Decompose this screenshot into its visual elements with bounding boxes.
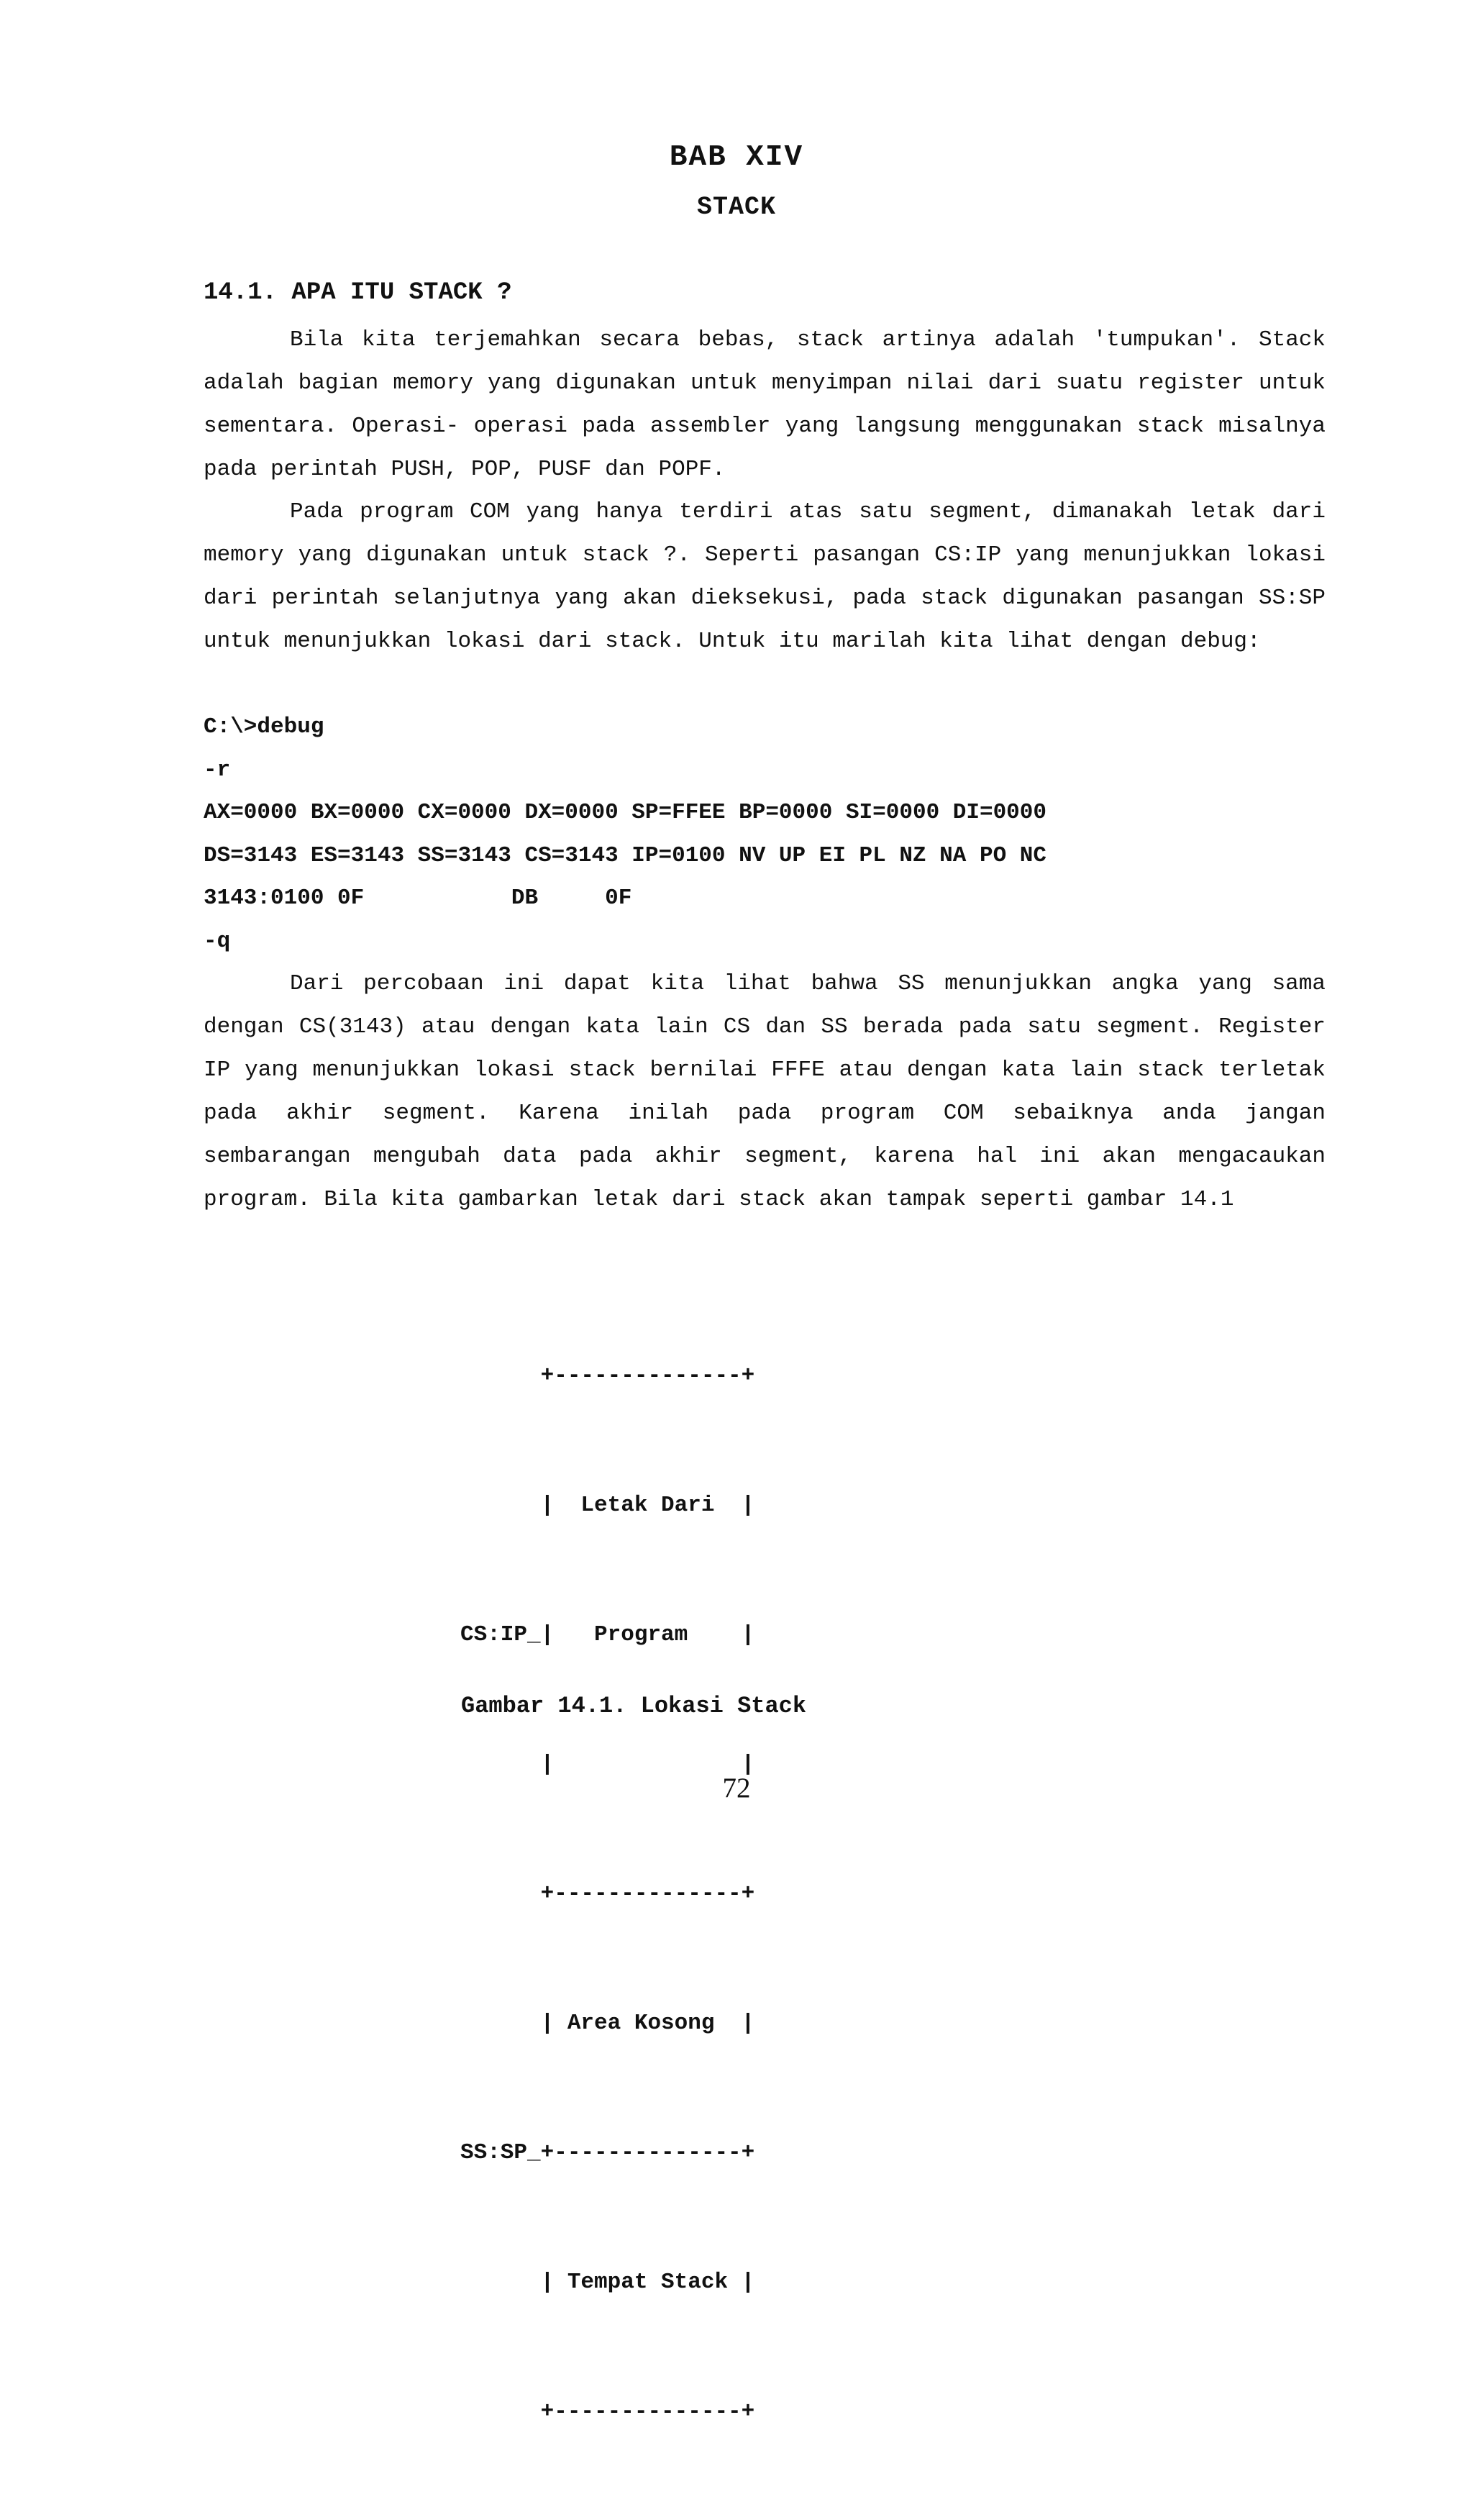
paragraph-stack-definition: Bila kita terjemahkan secara bebas, stack artinya adalah 'tumpukan'. Stack adalah bagian memory yang digunakan untuk menyimpan nilai dari suatu register untuk sementara. Operasi- operasi pada assembler yang langsung menggunakan stack misalnya pada perintah PUSH, POP, PUSF dan POPF.	[204, 327, 1326, 482]
page-number: 72	[722, 1773, 751, 1803]
debug-command: C:\>debug	[204, 714, 324, 740]
debug-register-line-2: DS=3143 ES=3143 SS=3143 CS=3143 IP=0100 NV UP EI PL NZ NA PO NC	[204, 843, 1046, 868]
stack-location-diagram	[460, 1268, 754, 2520]
diagram-row: SS:SP_+--------------+	[460, 2140, 755, 2165]
chapter-number: BAB XIV	[669, 141, 804, 174]
section-heading: 14.1. APA ITU STACK ?	[204, 279, 512, 306]
diagram-row: | |	[460, 1752, 755, 1777]
figure-caption: Gambar 14.1. Lokasi Stack	[461, 1693, 807, 1719]
diagram-row: +--------------+	[460, 2399, 755, 2424]
debug-quit-command: -q	[204, 929, 231, 954]
chapter-title: STACK	[696, 193, 777, 222]
paragraph-experiment-result: Dari percobaan ini dapat kita lihat bahwa SS menunjukkan angka yang sama dengan CS(3143) atau dengan kata lain CS dan SS berada pada satu segment. Register IP yang menunjukkan lokasi stack bernilai FFFE atau dengan kata lain stack terletak pada akhir segment. Karena inilah pada program COM sebaiknya anda jangan sembarangan mengubah data pada akhir segment, karena hal ini akan mengacaukan program. Bila kita gambarkan letak dari stack akan tampak seperti gambar 14.1	[204, 971, 1326, 1212]
diagram-row: CS:IP_| Program |	[460, 1622, 755, 1647]
diagram-row: | Letak Dari |	[460, 1493, 755, 1518]
debug-register-line-1: AX=0000 BX=0000 CX=0000 DX=0000 SP=FFEE BP=0000 SI=0000 DI=0000	[204, 800, 1046, 825]
diagram-row: | Area Kosong |	[460, 2011, 755, 2036]
debug-instruction-line: 3143:0100 0F DB 0F	[204, 886, 632, 911]
diagram-row: +--------------+	[460, 1881, 755, 1906]
debug-register-command: -r	[204, 758, 231, 783]
diagram-row: +--------------+	[460, 1363, 755, 1388]
paragraph-stack-location: Pada program COM yang hanya terdiri atas satu segment, dimanakah letak dari memory yang digunakan untuk stack ?. Seperti pasangan CS:IP yang menunjukkan lokasi dari perintah selanjutnya yang akan dieksekusi, pada stack digunakan pasangan SS:SP untuk menunjukkan lokasi dari stack. Untuk itu marilah kita lihat dengan debug:	[204, 499, 1326, 654]
diagram-row: | Tempat Stack |	[460, 2270, 755, 2295]
